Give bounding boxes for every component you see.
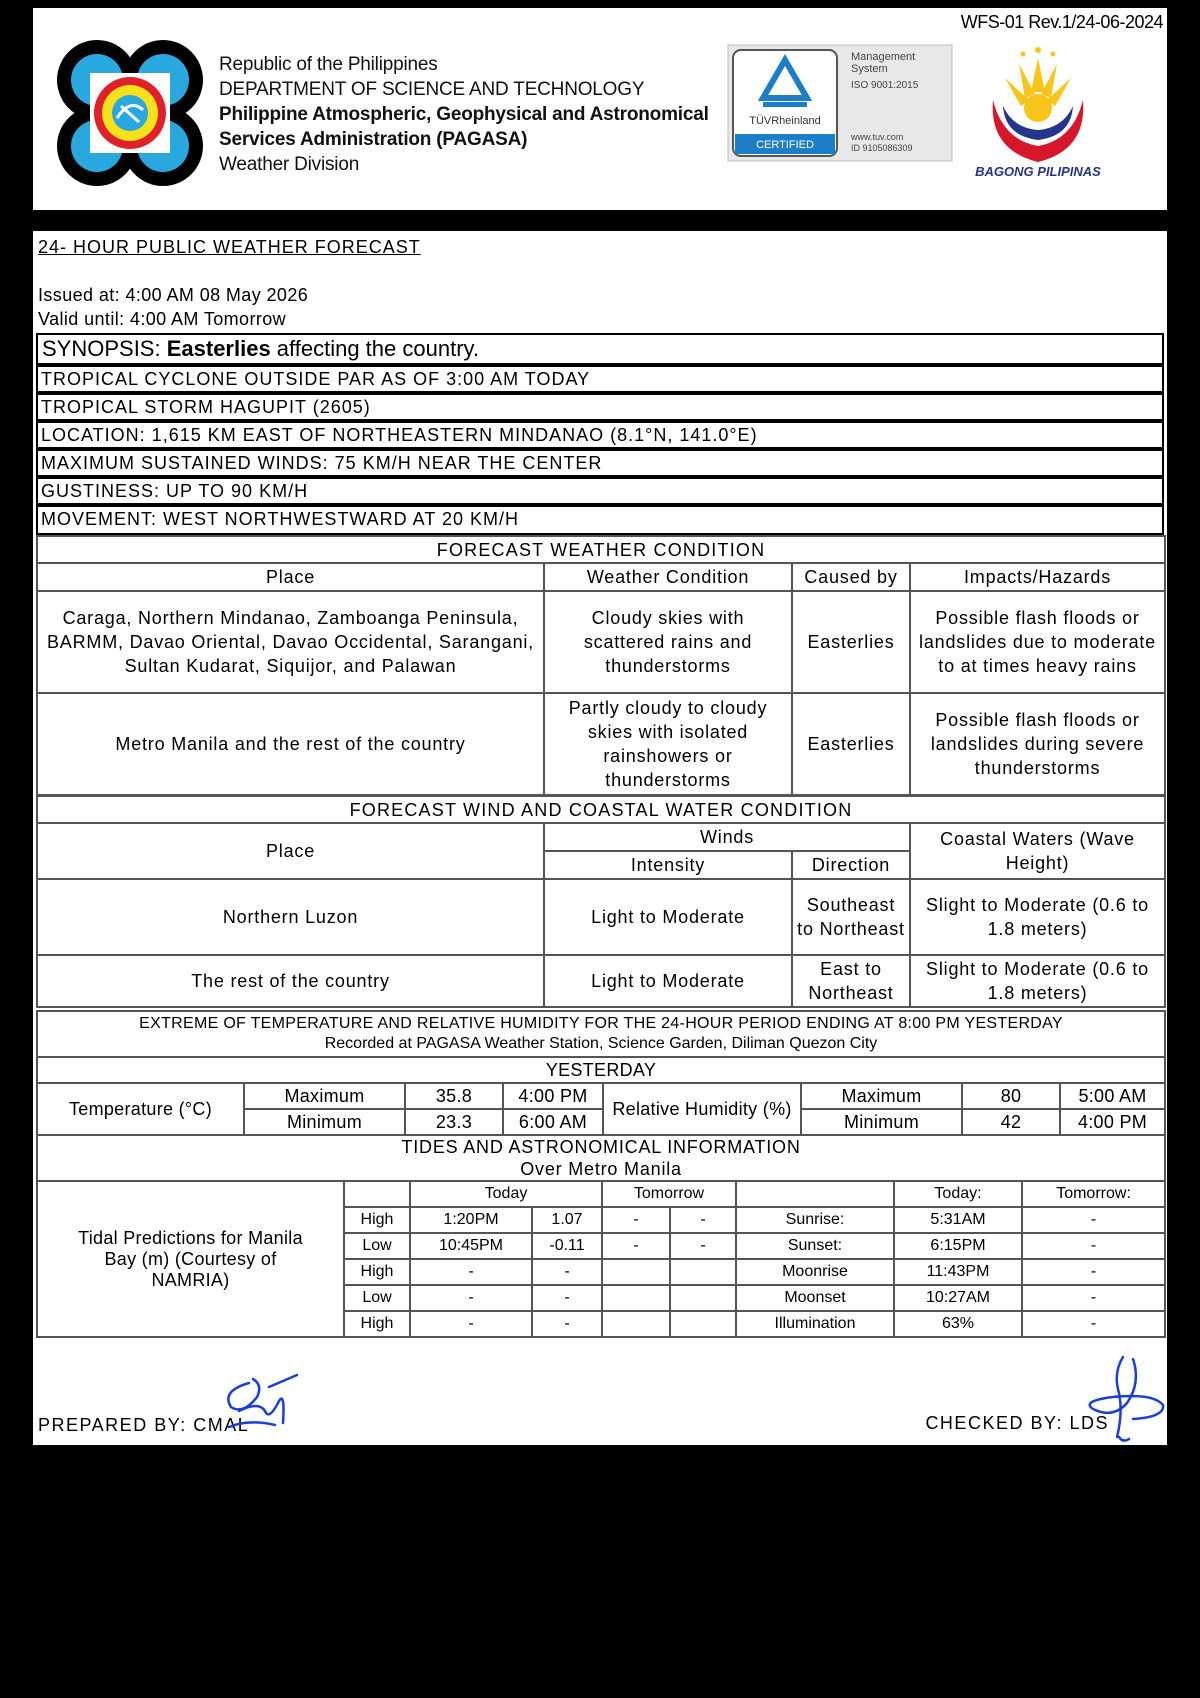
header-place: Place (37, 823, 544, 879)
tide-today-height: - (532, 1285, 602, 1311)
tuv-id: ID 9105086309 (851, 143, 913, 153)
forecast-document (33, 231, 1167, 1445)
synopsis-label: SYNOPSIS: (42, 336, 167, 361)
coastal-cell: Slight to Moderate (0.6 to 1.8 meters) (910, 955, 1165, 1007)
cyclone-line: MOVEMENT: WEST NORTHWESTWARD AT 20 KM/H (36, 505, 1164, 535)
tide-today-height: - (532, 1311, 602, 1337)
pagasa-logo (55, 38, 205, 188)
checked-signature (1083, 1353, 1167, 1445)
tide-today-time: 1:20PM (410, 1207, 532, 1233)
direction-cell: Southeast to Northeast (792, 879, 910, 955)
tuv-mgmt-2: System (851, 63, 888, 75)
temp-max-time: 4:00 PM (503, 1083, 603, 1109)
astro-tomorrow: - (1022, 1233, 1165, 1259)
issued-at: Issued at: 4:00 AM 08 May 2026 (38, 285, 309, 305)
astro-today: 10:27AM (894, 1285, 1022, 1311)
cause-cell: Easterlies (792, 693, 910, 795)
rh-min-label: Minimum (801, 1109, 962, 1135)
place-cell: Caraga, Northern Mindanao, Zamboanga Peninsula, BARMM, Davao Oriental, Davao Occidental, Sarangani, Sultan Kudarat, Siquijor, and Palawan (37, 591, 544, 693)
tides-table (36, 1134, 1166, 1338)
rh-max-time: 5:00 AM (1060, 1083, 1165, 1109)
tide-today-time: - (410, 1259, 532, 1285)
temperature-label: Temperature (°C) (37, 1083, 244, 1135)
rh-max-value: 80 (962, 1083, 1060, 1109)
tide-tomorrow-time: - (602, 1233, 670, 1259)
table-row (37, 693, 1165, 795)
place-cell: The rest of the country (37, 955, 544, 1007)
astro-tomorrow: - (1022, 1311, 1165, 1337)
header-place: Place (37, 563, 544, 591)
extremes-title-cell (37, 1011, 1165, 1057)
intensity-cell: Light to Moderate (544, 955, 792, 1007)
division-line: Weather Division (219, 154, 360, 175)
astro-label: Moonset (736, 1285, 894, 1311)
agency-line-2: Services Administration (PAGASA) (219, 129, 528, 150)
astro-today: 6:15PM (894, 1233, 1022, 1259)
tides-title-cell (37, 1135, 1165, 1181)
header-impact: Impacts/Hazards (910, 563, 1165, 591)
weather-condition-table (36, 535, 1166, 796)
tuv-web: www.tuv.com (851, 132, 904, 142)
tide-tomorrow-height (670, 1285, 736, 1311)
letterhead (33, 8, 1167, 210)
tide-tomorrow-time: - (602, 1207, 670, 1233)
condition-cell: Cloudy skies with scattered rains and thunderstorms (544, 591, 792, 693)
tide-type: High (344, 1207, 410, 1233)
tide-type: High (344, 1311, 410, 1337)
coastal-cell: Slight to Moderate (0.6 to 1.8 meters) (910, 879, 1165, 955)
intensity-cell: Light to Moderate (544, 879, 792, 955)
tuv-mgmt-1: Management (851, 51, 916, 63)
rh-min-time: 4:00 PM (1060, 1109, 1165, 1135)
astro-tomorrow: - (1022, 1285, 1165, 1311)
tides-title: TIDES AND ASTRONOMICAL INFORMATION (401, 1137, 801, 1157)
header-winds: Winds (544, 823, 910, 851)
tide-today-time: - (410, 1285, 532, 1311)
tide-today-time: 10:45PM (410, 1233, 532, 1259)
cyclone-line: LOCATION: 1,615 KM EAST OF NORTHEASTERN MINDANAO (8.1°N, 141.0°E) (36, 421, 1164, 449)
table-row (37, 955, 1165, 1007)
weather-condition-title: FORECAST WEATHER CONDITION (37, 536, 1165, 563)
synopsis (36, 333, 1164, 365)
document-code: WFS-01 Rev.1/24-06-2024 (960, 12, 1163, 32)
table-row (37, 879, 1165, 955)
tide-tomorrow-height (670, 1311, 736, 1337)
tide-today-height: 1.07 (532, 1207, 602, 1233)
extremes-subtitle: Recorded at PAGASA Weather Station, Science Garden, Diliman Quezon City (324, 1035, 878, 1052)
tuv-iso: ISO 9001:2015 (851, 80, 919, 91)
bagong-pilipinas-text: BAGONG PILIPINAS (975, 164, 1101, 179)
tide-tomorrow-height (670, 1259, 736, 1285)
cyclone-line: MAXIMUM SUSTAINED WINDS: 75 KM/H NEAR THE CENTER (36, 449, 1164, 477)
republic-line: Republic of the Philippines (219, 54, 438, 75)
wind-condition-title: FORECAST WIND AND COASTAL WATER CONDITION (37, 796, 1165, 823)
synopsis-system: Easterlies (166, 336, 271, 361)
astro-tomorrow: - (1022, 1259, 1165, 1285)
header-intensity: Intensity (544, 851, 792, 879)
wind-condition-table (36, 795, 1166, 1008)
extremes-title: EXTREME OF TEMPERATURE AND RELATIVE HUMIDITY FOR THE 24-HOUR PERIOD ENDING AT 8:00 PM YESTERDAY (139, 1015, 1063, 1032)
agency-line-1: Philippine Atmospheric, Geophysical and Astronomical (219, 104, 709, 125)
temp-min-time: 6:00 AM (503, 1109, 603, 1135)
cyclone-line: TROPICAL CYCLONE OUTSIDE PAR AS OF 3:00 AM TODAY (36, 365, 1164, 393)
tide-today-height: - (532, 1259, 602, 1285)
humidity-label: Relative Humidity (%) (603, 1083, 801, 1135)
prepared-by: PREPARED BY: CMAL (38, 1415, 250, 1435)
tide-tomorrow-height: - (670, 1233, 736, 1259)
impact-cell: Possible flash floods or landslides during severe thunderstorms (910, 693, 1165, 795)
direction-cell: East to Northeast (792, 955, 910, 1007)
astro-label: Sunset: (736, 1233, 894, 1259)
prepared-signature (209, 1371, 299, 1437)
agency-name-block (219, 52, 709, 177)
temp-min-label: Minimum (244, 1109, 405, 1135)
tidal-label: Tidal Predictions for Manila Bay (m) (Courtesy of NAMRIA) (37, 1181, 344, 1337)
cyclone-line: GUSTINESS: UP TO 90 KM/H (36, 477, 1164, 505)
astro-label: Sunrise: (736, 1207, 894, 1233)
cause-cell: Easterlies (792, 591, 910, 693)
signature-block (33, 1371, 1167, 1445)
condition-cell: Partly cloudy to cloudy skies with isolated rainshowers or thunderstorms (544, 693, 792, 795)
header-coastal: Coastal Waters (Wave Height) (910, 823, 1165, 879)
place-cell: Northern Luzon (37, 879, 544, 955)
forecast-title: 24- HOUR PUBLIC WEATHER FORECAST (38, 237, 421, 257)
tide-type: Low (344, 1285, 410, 1311)
cyclone-line: TROPICAL STORM HAGUPIT (2605) (36, 393, 1164, 421)
temp-max-label: Maximum (244, 1083, 405, 1109)
tuv-certification-badge (727, 44, 953, 162)
valid-until: Valid until: 4:00 AM Tomorrow (38, 309, 287, 329)
tide-type: High (344, 1259, 410, 1285)
astro-tomorrow: - (1022, 1207, 1165, 1233)
rh-min-value: 42 (962, 1109, 1060, 1135)
extremes-period: YESTERDAY (37, 1057, 1165, 1083)
tide-tomorrow-time (602, 1311, 670, 1337)
astro-today: 63% (894, 1311, 1022, 1337)
rh-max-label: Maximum (801, 1083, 962, 1109)
tide-today-height: -0.11 (532, 1233, 602, 1259)
bagong-pilipinas-logo (963, 30, 1113, 180)
header-cause: Caused by (792, 563, 910, 591)
impact-cell: Possible flash floods or landslides due to moderate to at times heavy rains (910, 591, 1165, 693)
tide-tomorrow-time (602, 1285, 670, 1311)
temp-max-value: 35.8 (405, 1083, 503, 1109)
header-condition: Weather Condition (544, 563, 792, 591)
tuv-certified: CERTIFIED (756, 139, 814, 151)
astro-label: Moonrise (736, 1259, 894, 1285)
temperature-humidity-table (36, 1010, 1166, 1136)
tide-tomorrow-time (602, 1259, 670, 1285)
astro-today-header: Today: (894, 1181, 1022, 1207)
temp-min-value: 23.3 (405, 1109, 503, 1135)
tides-subtitle: Over Metro Manila (520, 1159, 682, 1179)
tuv-brand: TÜVRheinland (749, 115, 821, 127)
tide-type: Low (344, 1233, 410, 1259)
tide-tomorrow-header: Tomorrow (602, 1181, 736, 1207)
astro-label: Illumination (736, 1311, 894, 1337)
tide-today-time: - (410, 1311, 532, 1337)
tide-today-header: Today (410, 1181, 602, 1207)
synopsis-text: affecting the country. (270, 336, 479, 361)
table-row (37, 591, 1165, 693)
astro-today: 11:43PM (894, 1259, 1022, 1285)
header-direction: Direction (792, 851, 910, 879)
department-line: DEPARTMENT OF SCIENCE AND TECHNOLOGY (219, 79, 645, 100)
astro-today: 5:31AM (894, 1207, 1022, 1233)
place-cell: Metro Manila and the rest of the country (37, 693, 544, 795)
tide-tomorrow-height: - (670, 1207, 736, 1233)
astro-tomorrow-header: Tomorrow: (1022, 1181, 1165, 1207)
checked-by: CHECKED BY: LDS (925, 1413, 1109, 1433)
